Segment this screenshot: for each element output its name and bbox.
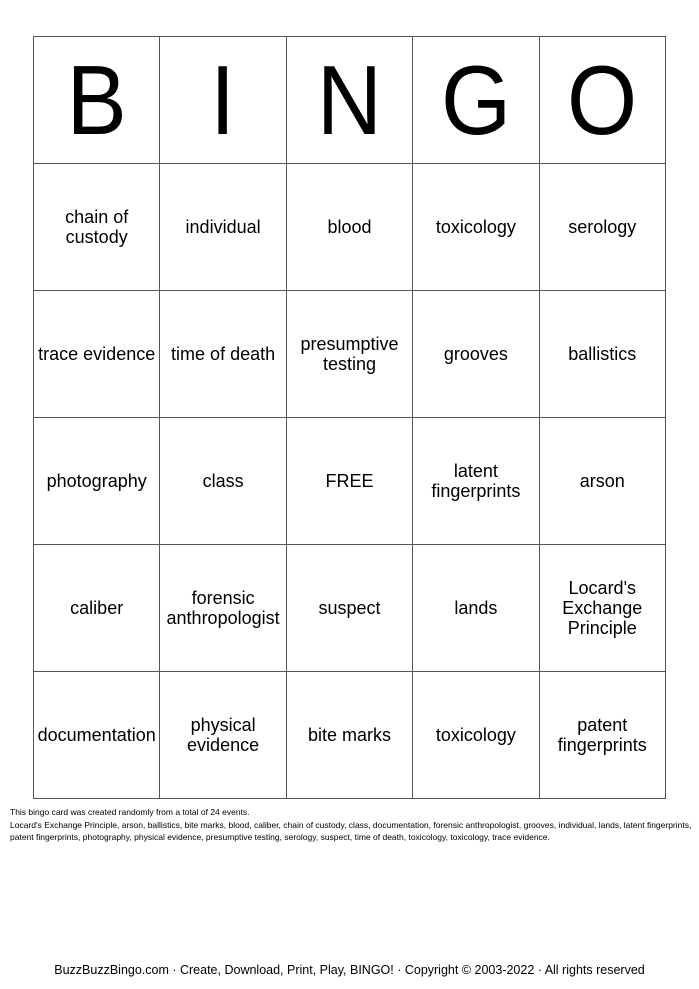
bingo-row-5 — [34, 672, 666, 799]
footer-copyright: BuzzBuzzBingo.com · Create, Download, Print, Play, BINGO! · Copyright © 2003-2022 · All rights reserved — [54, 963, 645, 977]
bingo-cell: toxicology — [413, 164, 539, 291]
header-letter-i: I — [160, 37, 286, 164]
bingo-cell: time of death — [160, 291, 286, 418]
bingo-row-1 — [34, 164, 666, 291]
bingo-cell: patent fingerprints — [539, 672, 665, 799]
bingo-cell: Locard's Exchange Principle — [539, 545, 665, 672]
bingo-row-3 — [34, 418, 666, 545]
bingo-cell: photography — [34, 418, 160, 545]
header-row — [34, 37, 666, 164]
header-letter-g: G — [413, 37, 539, 164]
header-letter-n: N — [286, 37, 412, 164]
bingo-cell: lands — [413, 545, 539, 672]
bingo-cell: serology — [539, 164, 665, 291]
bingo-cell: physical evidence — [160, 672, 286, 799]
bingo-cell: class — [160, 418, 286, 545]
bingo-cell: chain of custody — [34, 164, 160, 291]
header-letter-o: O — [539, 37, 665, 164]
bingo-cell: ballistics — [539, 291, 665, 418]
bingo-cell: blood — [286, 164, 412, 291]
bingo-row-4 — [34, 545, 666, 672]
bingo-cell: trace evidence — [34, 291, 160, 418]
bingo-cell: caliber — [34, 545, 160, 672]
header-letter-b: B — [34, 37, 160, 164]
bingo-cell: suspect — [286, 545, 412, 672]
bingo-cell: grooves — [413, 291, 539, 418]
card-info — [10, 806, 694, 844]
bingo-cell: toxicology — [413, 672, 539, 799]
bingo-cell: bite marks — [286, 672, 412, 799]
bingo-cell: latent fingerprints — [413, 418, 539, 545]
free-space-cell: FREE — [286, 418, 412, 545]
bingo-card — [33, 36, 666, 799]
bingo-cell: presumptive testing — [286, 291, 412, 418]
info-event-list: Locard's Exchange Principle, arson, ballistics, bite marks, blood, caliber, chain of custody, class, documentation, forensic anthropologist, grooves, individual, lands, latent fingerprints, patent fingerprints, photography, physical evidence, presumptive testing, serology, suspect, time of death, toxicology, toxicology, trace evidence. — [10, 819, 692, 842]
bingo-row-2 — [34, 291, 666, 418]
bingo-cell: individual — [160, 164, 286, 291]
bingo-cell: documentation — [34, 672, 160, 799]
bingo-cell: arson — [539, 418, 665, 545]
bingo-cell: forensic anthropologist — [160, 545, 286, 672]
info-summary: This bingo card was created randomly from a total of 24 events. — [10, 807, 250, 817]
